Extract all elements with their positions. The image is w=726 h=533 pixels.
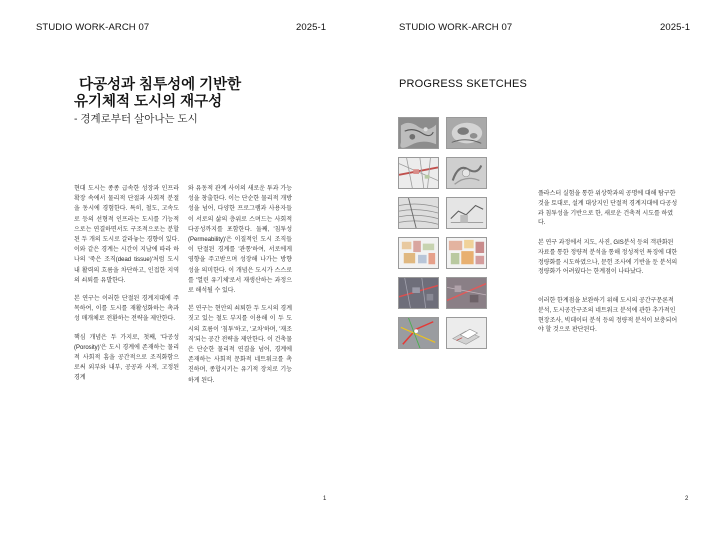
text-column-2 bbox=[188, 184, 292, 394]
paragraph: 현대 도시는 종종 급속한 성장과 인프라 확장 속에서 물리적 단절과 사회적 분절을 동시에 경험한다. 특히, 철도, 고속도로 등의 선형적 인프라는 도시를 기능적으로는 연결하면서도 구조적으로는 분할된 두 개의 도시로 갈라놓는 경향이 있다. 이와 같은 경계는 시간이 지남에 따라 하나의 '죽은 조직(dead tissue)'처럼 도시 내 활력의 흐름을 차단하고, 인접한 지역의 쇠퇴를 유발한다. bbox=[74, 186, 179, 284]
sketch-thumbnail-grid bbox=[398, 117, 488, 357]
page-number: 2 bbox=[685, 496, 689, 502]
header-term: 2025-1 bbox=[660, 22, 691, 33]
topography-sketch-icon bbox=[398, 197, 439, 229]
site-map-sketch-icon bbox=[398, 157, 439, 189]
header-studio: STUDIO WORK-ARCH 07 bbox=[36, 22, 150, 33]
paragraph: 플라스터 실험을 통한 위상학과의 공명에 대해 탐구한 것을 토대로, 설계 대상지인 단절적 경계지대에 다공성과 침투성을 기반으로 한, 새로운 건축적 시도를 하였다. bbox=[538, 191, 678, 227]
aerial-diagram-icon bbox=[398, 277, 439, 309]
page-subtitle: - 경계로부터 살아나는 도시 bbox=[74, 113, 198, 125]
plaster-model-photo-icon bbox=[398, 117, 439, 149]
page-title-line-1: 다공성과 침투성에 기반한 bbox=[79, 77, 242, 93]
title-block bbox=[74, 77, 304, 127]
paragraph: 이러한 한계점을 보완하기 위해 도시의 공간구문론적 분석, 도시공간구조의 네트워크 분석에 관한 추가적인 현장조사, 빅데이터 분석 등의 정량적 분석이 보충되어야 할 것으로 판단된다. bbox=[538, 298, 678, 334]
colored-zoning-map-icon bbox=[446, 237, 487, 269]
aerial-diagram-icon bbox=[446, 277, 487, 309]
right-page bbox=[363, 0, 726, 533]
paragraph: 본 연구 과정에서 지도, 사진, GIS분석 등의 객관화된 자료를 통한 정량적 분석을 통해 정성적인 특징에 대한 정량화를 시도하였으나, 문헌 조사에 기반을 둔 분석의 정량화가 어려웠다는 한계점이 나타났다. bbox=[538, 240, 678, 276]
header-term: 2025-1 bbox=[296, 22, 327, 33]
network-diagram-icon bbox=[398, 317, 439, 349]
paragraph: 본 연구는 이러한 단절된 경계지대에 주목하여, 이를 도시를 재활성화하는 촉과성 매개체로 전환하는 전략을 제안한다. bbox=[74, 296, 179, 323]
plaster-model-photo-icon bbox=[446, 117, 487, 149]
paragraph: 본 연구는 현안의 쇠퇴한 두 도시의 경계 짓고 있는 철도 부지를 이용해 이 두 도시의 흐름이 '침투'하고, '교차'하며, '재조직'되는 공간 전략을 제안한다. 이 건축물은 단순한 물리적 연결을 넘어, 경계에 존재하는 사회적 문화적 네트워크를 촉진하며, 종합시키는 유기적 장치로 기능하게 된다. bbox=[188, 306, 292, 384]
text-column-1 bbox=[74, 184, 179, 392]
section-sketch-icon bbox=[446, 197, 487, 229]
page-number: 1 bbox=[323, 496, 327, 502]
paragraph: 핵심 개념은 두 가지로, 첫째, '다공성(Porosity)'은 도시 경계에 존재하는 물리적 사회적 흠을 공간적으로 조직화함으로써 외부와 내부, 공공과 사적, 고정된 경계 bbox=[74, 334, 179, 382]
paragraph: 와 유동적 관계 사이의 새로운 투과 가능성을 창출한다. 이는 단순한 물리적 개방성을 넘어, 다양한 프로그램과 사용자들이 서로의 삶의 층위로 스며드는 사회적 다공성까지를 포함한다. 둘째, '침투성(Permeability)'은 이질적인 도시 조직들이 단절된 경계를 '관통'하여, 서로에게 영향을 주고받으며 성장해 나가는 방향성을 의미한다. 이 개념은 도시가 스스로를 '열린 유기체'로서 재생산하는 과정으로 해석될 수 있다. bbox=[188, 186, 292, 295]
massing-render-icon bbox=[446, 317, 487, 349]
header-studio: STUDIO WORK-ARCH 07 bbox=[399, 22, 513, 33]
page-title-line-2: 유기체적 도시의 재구성 bbox=[74, 94, 223, 110]
section-title: PROGRESS SKETCHES bbox=[399, 78, 528, 90]
colored-zoning-map-icon bbox=[398, 237, 439, 269]
plaster-model-photo-icon bbox=[446, 157, 487, 189]
